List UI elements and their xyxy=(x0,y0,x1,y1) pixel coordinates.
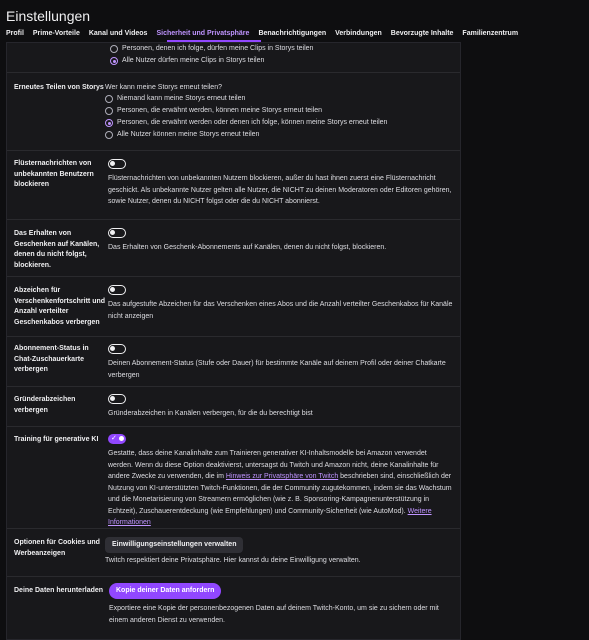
radio-label: Alle Nutzer dürfen meine Clips in Storys teilen xyxy=(122,57,265,65)
tab-notifications[interactable]: Benachrichtigungen xyxy=(258,30,327,37)
tab-family-center[interactable]: Familienzentrum xyxy=(462,30,519,37)
data-download-section xyxy=(7,577,460,639)
whispers-section xyxy=(7,151,460,220)
founder-badge-toggle[interactable] xyxy=(108,394,126,404)
cookies-description: Twitch respektiert deine Privatsphäre. Hier kannst du deine Einwilligung verwalten. xyxy=(105,557,361,564)
reshare-option-mentioned[interactable] xyxy=(105,105,450,117)
tab-connections[interactable]: Verbindungen xyxy=(335,30,382,37)
section-label: Abzeichen für Verschenkenfortschritt und Anzahl verteilter Geschenkabos verbergen xyxy=(14,287,106,326)
genai-description xyxy=(108,448,453,529)
gift-receive-toggle[interactable] xyxy=(108,228,126,238)
tab-channel-videos[interactable]: Kanal und Videos xyxy=(88,30,148,37)
story-reshare-section xyxy=(7,73,460,151)
whispers-toggle[interactable] xyxy=(108,159,126,169)
request-data-button[interactable]: Kopie deiner Daten anfordern xyxy=(109,583,221,599)
gift-badge-toggle[interactable] xyxy=(108,285,126,295)
genai-section xyxy=(7,427,460,529)
privacy-notice-link[interactable]: Hinweis zur Privatsphäre von Twitch xyxy=(225,473,339,480)
story-reshare-question: Wer kann meine Storys erneut teilen? xyxy=(105,84,222,91)
sub-status-toggle[interactable] xyxy=(108,344,126,354)
radio-label: Alle Nutzer können meine Storys erneut teilen xyxy=(117,131,260,139)
learn-more-link[interactable]: Weitere Informationen xyxy=(108,507,432,526)
section-label: Das Erhalten von Geschenken auf Kanälen, denen du nicht folgst, blockieren. xyxy=(14,230,100,269)
founder-badge-section xyxy=(7,387,460,427)
genai-toggle[interactable] xyxy=(108,434,126,444)
section-label: Abonnement-Status in Chat-Zuschauerkarte verbergen xyxy=(14,345,89,373)
settings-tabs xyxy=(0,28,589,42)
reshare-option-all[interactable] xyxy=(105,129,450,141)
tab-security-privacy[interactable]: Sicherheit und Privatsphäre xyxy=(156,30,250,37)
gift-receive-section xyxy=(7,220,460,277)
manage-consent-button[interactable]: Einwilligungseinstellungen verwalten xyxy=(105,537,243,553)
tab-profile[interactable]: Profil xyxy=(6,30,24,37)
section-label: Deine Daten herunterladen xyxy=(14,587,104,594)
founder-badge-description: Gründerabzeichen in Kanälen verbergen, für die du berechtigt bist xyxy=(108,410,313,417)
settings-panel xyxy=(6,42,461,640)
section-label: Gründerabzeichen verbergen xyxy=(14,396,76,414)
tab-prime[interactable]: Prime-Vorteile xyxy=(32,30,80,37)
radio-button-selected[interactable] xyxy=(110,57,118,65)
gift-badge-description: Das aufgestufte Abzeichen für das Verschenken eines Abos und die Anzahl verteilter Geschenkabos für Kanäle nicht anzeigen xyxy=(108,301,453,320)
radio-button[interactable] xyxy=(105,107,113,115)
whispers-description: Flüsternachrichten von unbekannten Nutzern blockieren, außer du hast ihnen zuerst eine Flüsternachricht geschickt. Als unbekannte Nutzer gelten alle Nutzer, die NICHT zu deinen Moderatoren oder Editoren gehören, sowie Nutzer, denen du NICHT folgst oder die du NICHT abonnierst. xyxy=(108,175,452,205)
radio-button[interactable] xyxy=(110,45,118,53)
clips-option-following[interactable] xyxy=(110,43,455,55)
section-label: Training für generative KI xyxy=(14,436,99,443)
radio-label: Niemand kann meine Storys erneut teilen xyxy=(117,95,246,103)
radio-button[interactable] xyxy=(105,131,113,139)
section-label: Erneutes Teilen von Storys xyxy=(14,84,104,91)
page-title: Einstellungen xyxy=(6,8,91,24)
radio-label: Personen, die erwähnt werden oder denen ich folge, können meine Storys erneut teilen xyxy=(117,119,388,127)
radio-label: Personen, die erwähnt werden, können meine Storys erneut teilen xyxy=(117,107,323,115)
radio-label: Personen, denen ich folge, dürfen meine Clips in Storys teilen xyxy=(122,45,314,53)
clips-option-all[interactable] xyxy=(110,55,455,67)
reshare-option-nobody[interactable] xyxy=(105,93,450,105)
sub-status-description: Deinen Abonnement-Status (Stufe oder Dauer) für bestimmte Kanäle auf deinem Profil oder deiner Chatkarte verbergen xyxy=(108,360,446,379)
genai-text-part: beschrieben sind, einschließlich der Nutzung von KI-unterstützten Twitch-Funktionen, die der Community zugutekommen, indem sie das Wachstum und die Monetarisierung von Streamern ermöglichen (wie z. B. Sponsoring-Kampagnenunterstützung in Echtzeit), Zuschauerentdeckung (wie Empfehlungen) und Community-Sicherheit (wie AutoMod). xyxy=(108,473,452,515)
sub-status-section xyxy=(7,337,460,387)
radio-button-selected[interactable] xyxy=(105,119,113,127)
clips-sharing-section xyxy=(7,43,460,73)
section-label: Optionen für Cookies und Werbeanzeigen xyxy=(14,539,100,557)
section-label: Flüsternachrichten von unbekannten Benutzern blockieren xyxy=(14,160,94,188)
data-download-description: Exportiere eine Kopie der personenbezogenen Daten auf deinem Twitch-Konto, um sie zu sichern oder mit einem anderen Dienst zu verwenden. xyxy=(109,605,439,624)
gift-receive-description: Das Erhalten von Geschenk-Abonnements auf Kanälen, denen du nicht folgst, blockieren. xyxy=(108,244,387,251)
check-icon: ✓ xyxy=(111,435,117,442)
tab-content-preferences[interactable]: Bevorzugte Inhalte xyxy=(390,30,454,37)
cookies-section xyxy=(7,529,460,577)
gift-badge-section xyxy=(7,277,460,337)
genai-text-part: Gestatte, dass deine Kanalinhalte zum Trainieren generativer KI-Inhaltsmodelle bei Amazon verwendet werden. Wenn du diese Option deaktivierst, untersagst du Twitch und Amazon nicht, deine Kanalinhalte für andere Zwecke zu verwenden, die im xyxy=(108,450,439,480)
radio-button[interactable] xyxy=(105,95,113,103)
reshare-option-mentioned-following[interactable] xyxy=(105,117,450,129)
